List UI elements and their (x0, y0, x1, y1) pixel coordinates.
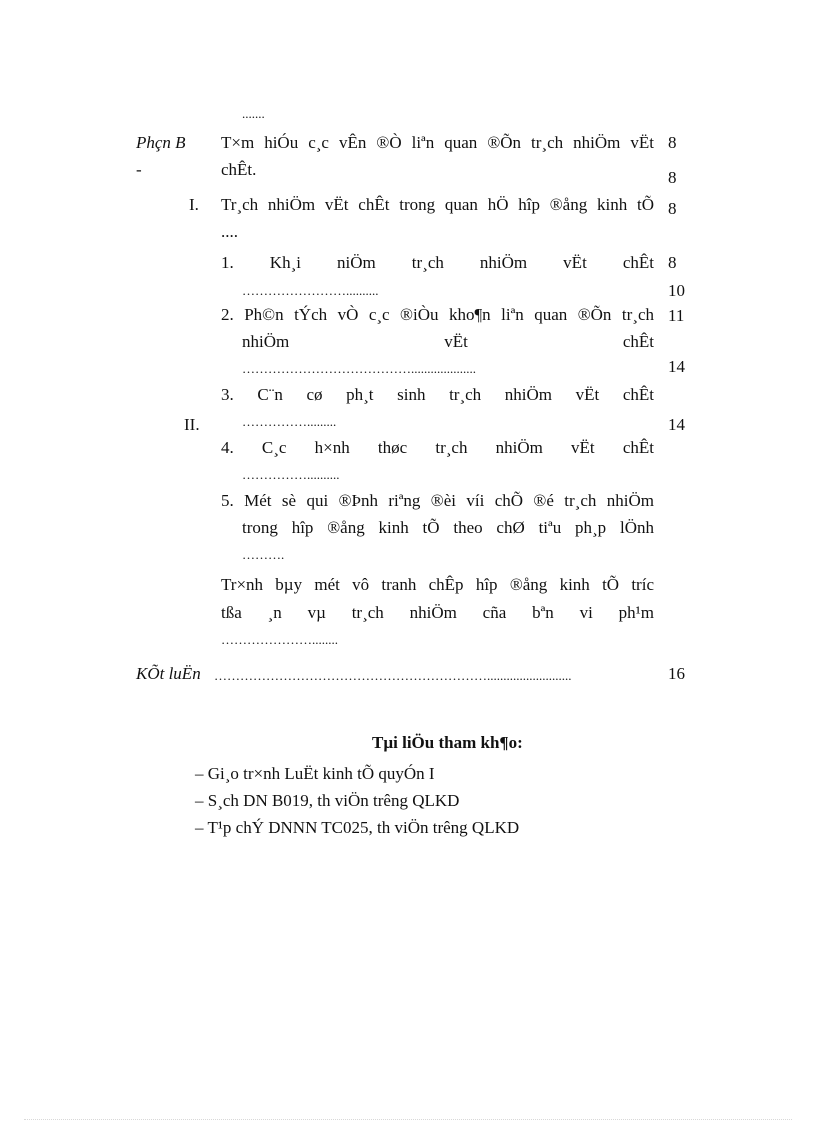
toc-conclusion-page: 16 (668, 664, 685, 683)
toc-item3-page: 14 (668, 415, 685, 434)
toc-part-b-line2: chÊt. (221, 160, 257, 179)
toc-part-b-title (221, 133, 654, 153)
toc-part-b-page2: 8 (668, 168, 677, 187)
toc-conclusion-label: KÕt luËn (136, 664, 201, 683)
toc-item6-line2: tßa ¸n vµ tr¸ch nhiÖm cña bªn vi ph¹m (221, 603, 654, 622)
toc-part-b-label: Phçn B (136, 133, 186, 152)
toc-item1-page1: 8 (668, 253, 677, 272)
reference-item-2: – S¸ch DN B019, th viÖn trêng QLKD (195, 791, 460, 810)
toc-item2-page1: 11 (668, 306, 685, 325)
toc-section-ii-roman: II. (184, 415, 200, 434)
toc-item5-line1: 5. Mét sè qui ®Þnh riªng ®èi víi chÕ ®é tr¸ch nhiÖm (221, 491, 654, 510)
toc-section-i-line2: .... (221, 222, 238, 241)
toc-part-b-page1: 8 (668, 133, 677, 152)
toc-item2-line1: 2. Ph©n tÝch vÒ c¸c ®iÒu kho¶n liªn quan ®Õn tr¸ch (221, 305, 654, 324)
toc-item4-line1: 4. C¸c h×nh thøc tr¸ch nhiÖm vËt chÊt (221, 438, 654, 457)
toc-part-b-line1: T×m hiÓu c¸c vÊn ®Ò liªn quan ®Õn tr¸ch nhiÖm vËt (221, 133, 654, 152)
toc-item1-line2: …………………….......... (242, 283, 379, 298)
toc-item2-line2: nhiÖm vËt chÊt (242, 332, 654, 351)
toc-item4-line2: …………….......... (242, 467, 340, 482)
toc-item2-line3: ………………………………….................... (242, 361, 476, 376)
toc-item6-line3: …………………........ (221, 632, 338, 647)
toc-item1-line1: 1. Kh¸i niÖm tr¸ch nhiÖm vËt chÊt (221, 253, 654, 272)
reference-item-1: – Gi¸o tr×nh LuËt kinh tÕ quyÓn I (195, 764, 435, 783)
references-title: Tµi liÖu tham kh¶o: (372, 733, 523, 752)
toc-item2-page2: 14 (668, 357, 685, 376)
toc-item3-line2: ……………......... (242, 414, 337, 429)
toc-section-i-line1: Tr¸ch nhiÖm vËt chÊt trong quan hÖ hîp ®ång kinh tÕ (221, 195, 654, 214)
toc-item6-line1: Tr×nh bµy mét vô tranh chÊp hîp ®ång kinh tÕ tríc (221, 575, 654, 594)
toc-item1-page2: 10 (668, 281, 685, 300)
toc-item5-line3: ………. (242, 547, 285, 562)
toc-item5-line2: trong hîp ®ång kinh tÕ theo chØ tiªu ph¸p lÖnh (242, 518, 654, 537)
toc-section-i-roman: I. (189, 195, 199, 214)
toc-conclusion-dots: ……………………………………………………….......................... (214, 668, 572, 683)
toc-item3-line1: 3. C¨n cø ph¸t sinh tr¸ch nhiÖm vËt chÊt (221, 385, 654, 404)
toc-top-dots: ....... (242, 106, 265, 121)
reference-item-3: – T¹p chÝ DNNN TC025, th viÖn trêng QLKD (195, 818, 520, 837)
page-bottom-divider (24, 1119, 792, 1120)
toc-part-b-dash: - (136, 160, 142, 179)
toc-section-i-page: 8 (668, 199, 677, 218)
